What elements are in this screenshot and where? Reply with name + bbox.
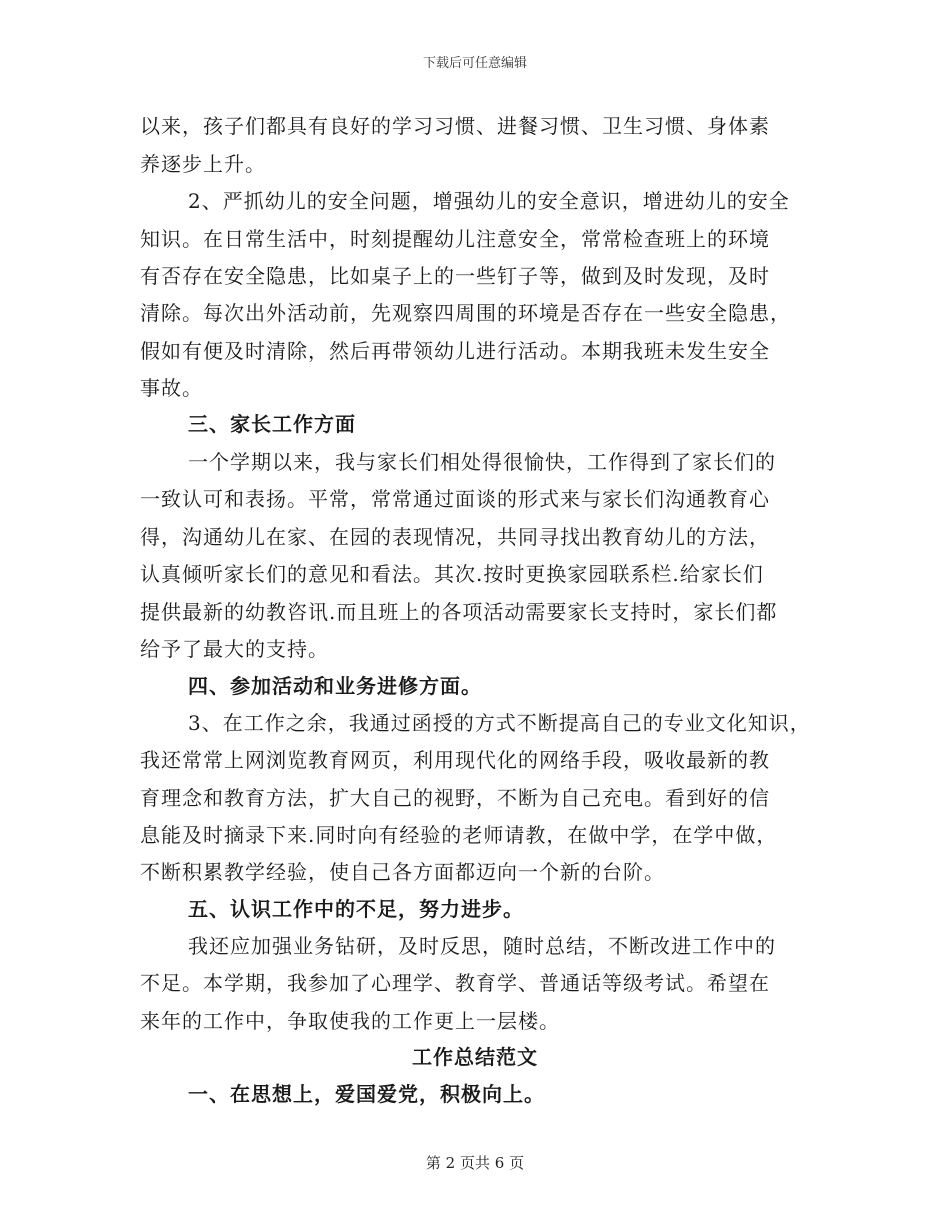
body-line: 3、在工作之余，我通过函授的方式不断提高自己的专业文化知识， [188,711,811,735]
body-line: 认真倾听家长们的意见和看法。其次.按时更换家园联系栏.给家长们 [140,562,764,586]
body-line: 得，沟通幼儿在家、在园的表现情况，共同寻找出教育幼儿的方法， [140,525,770,549]
body-line: 知识。在日常生活中，时刻提醒幼儿注意安全，常常检查班上的环境 [140,227,770,251]
body-line: 我还常常上网浏览教育网页，利用现代化的网络手段，吸收最新的教 [140,748,770,772]
body-line: 一致认可和表扬。平常，常常通过面谈的形式来与家长们沟通教育心 [140,487,770,511]
body-line: 育理念和教育方法，扩大自己的视野，不断为自己充电。看到好的信 [140,786,770,810]
body-line: 给予了最大的支持。 [140,637,329,661]
body-line: 不断积累教学经验，使自己各方面都迈向一个新的台阶。 [140,860,665,884]
document-title: 工作总结范文 [412,1045,538,1069]
section-heading: 五、认识工作中的不足，努力进步。 [188,897,524,921]
body-line: 清除。每次出外活动前，先观察四周围的环境是否存在一些安全隐患， [140,301,791,325]
body-line: 以来，孩子们都具有良好的学习习惯、进餐习惯、卫生习惯、身体素 [140,114,770,138]
body-line: 一个学期以来，我与家长们相处得很愉快，工作得到了家长们的 [188,450,776,474]
body-line: 有否存在安全隐患，比如桌子上的一些钉子等，做到及时发现，及时 [140,264,770,288]
body-line: 事故。 [140,376,203,400]
body-line: 来年的工作中，争取使我的工作更上一层楼。 [140,1009,560,1033]
body-line: 息能及时摘录下来.同时向有经验的老师请教，在做中学，在学中做， [140,823,778,847]
body-line: 2、严抓幼儿的安全问题，增强幼儿的安全意识，增进幼儿的安全 [188,189,790,213]
page-footer: 第 2 页共 6 页 [425,1154,525,1172]
body-line: 不足。本学期，我参加了心理学、教育学、普通话等级考试。希望在 [140,971,770,995]
section-heading: 一、在思想上，爱国爱党，积极向上。 [188,1082,545,1106]
body-line: 提供最新的幼教咨讯.而且班上的各项活动需要家长支持时，家长们都 [140,600,778,624]
section-heading: 四、参加活动和业务进修方面。 [188,674,482,698]
body-line: 我还应加强业务钻研，及时反思，随时总结，不断改进工作中的 [188,934,776,958]
page-header: 下载后可任意编辑 [422,56,527,71]
body-line: 假如有便及时清除，然后再带领幼儿进行活动。本期我班未发生安全 [140,339,770,363]
section-heading: 三、家长工作方面 [188,412,356,436]
body-line: 养逐步上升。 [140,152,266,176]
